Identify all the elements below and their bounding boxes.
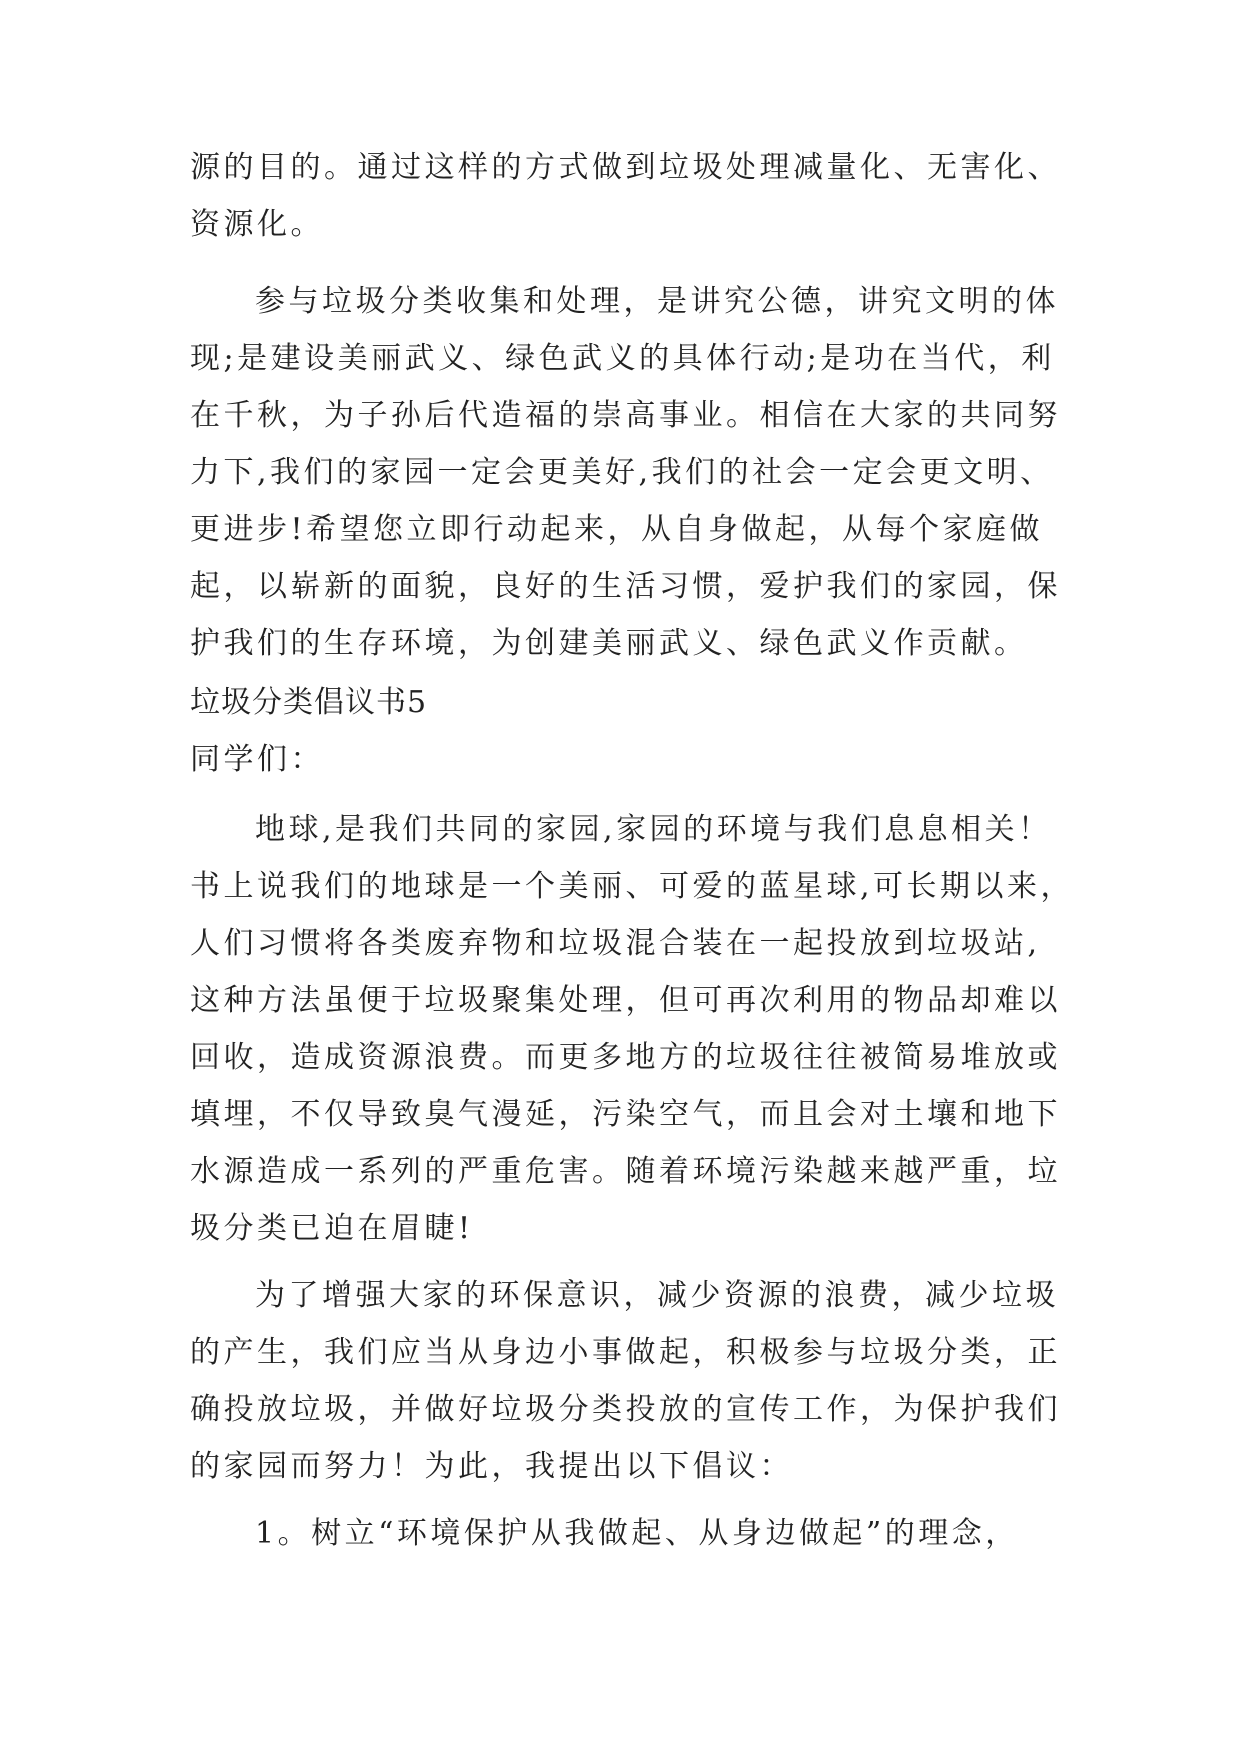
text-line: 回收，造成资源浪费。而更多地方的垃圾往往被简易堆放或 [190, 1040, 1061, 1075]
text-line: 参与垃圾分类收集和处理，是讲究公德，讲究文明的体 [255, 284, 1059, 319]
text-line: 源的目的。通过这样的方式做到垃圾处理减量化、无害化、 [190, 150, 1061, 185]
text-line: 这种方法虽便于垃圾聚集处理，但可再次利用的物品却难以 [190, 983, 1061, 1018]
text-line: 在千秋，为子孙后代造福的崇高事业。相信在大家的共同努 [190, 398, 1061, 433]
text-line: 起，以崭新的面貌，良好的生活习惯，爱护我们的家园，保 [190, 569, 1061, 604]
text-line: 资源化。 [190, 207, 324, 242]
text-line: 确投放垃圾，并做好垃圾分类投放的宣传工作，为保护我们 [190, 1392, 1061, 1427]
section-heading: 垃圾分类倡议书5 [190, 685, 428, 720]
text-line: 水源造成一系列的严重危害。随着环境污染越来越严重，垃 [190, 1154, 1061, 1189]
text-line: 人们习惯将各类废弃物和垃圾混合装在一起投放到垃圾站, [190, 926, 1041, 961]
text-line: 更进步!希望您立即行动起来，从自身做起，从每个家庭做 [190, 512, 1044, 547]
list-item: 1。树立“环境保护从我做起、从身边做起”的理念， [255, 1516, 1019, 1551]
text-line: 的产生，我们应当从身边小事做起，积极参与垃圾分类，正 [190, 1335, 1061, 1370]
text-line: 填埋，不仅导致臭气漫延，污染空气，而且会对土壤和地下 [190, 1097, 1061, 1132]
text-line: 的家园而努力！为此，我提出以下倡议： [190, 1449, 793, 1484]
text-line: 为了增强大家的环保意识，减少资源的浪费，减少垃圾 [255, 1278, 1059, 1313]
text-line: 圾分类已迫在眉睫! [190, 1211, 474, 1246]
text-line: 护我们的生存环境，为创建美丽武义、绿色武义作贡献。 [190, 626, 1028, 661]
text-line: 地球,是我们共同的家园,家园的环境与我们息息相关！ [255, 812, 1052, 847]
text-line: 现;是建设美丽武义、绿色武义的具体行动;是功在当代，利 [190, 341, 1055, 376]
salutation: 同学们： [190, 742, 324, 777]
text-line: 力下,我们的家园一定会更美好,我们的社会一定会更文明、 [190, 455, 1054, 490]
text-line: 书上说我们的地球是一个美丽、可爱的蓝星球,可长期以来， [190, 869, 1075, 904]
